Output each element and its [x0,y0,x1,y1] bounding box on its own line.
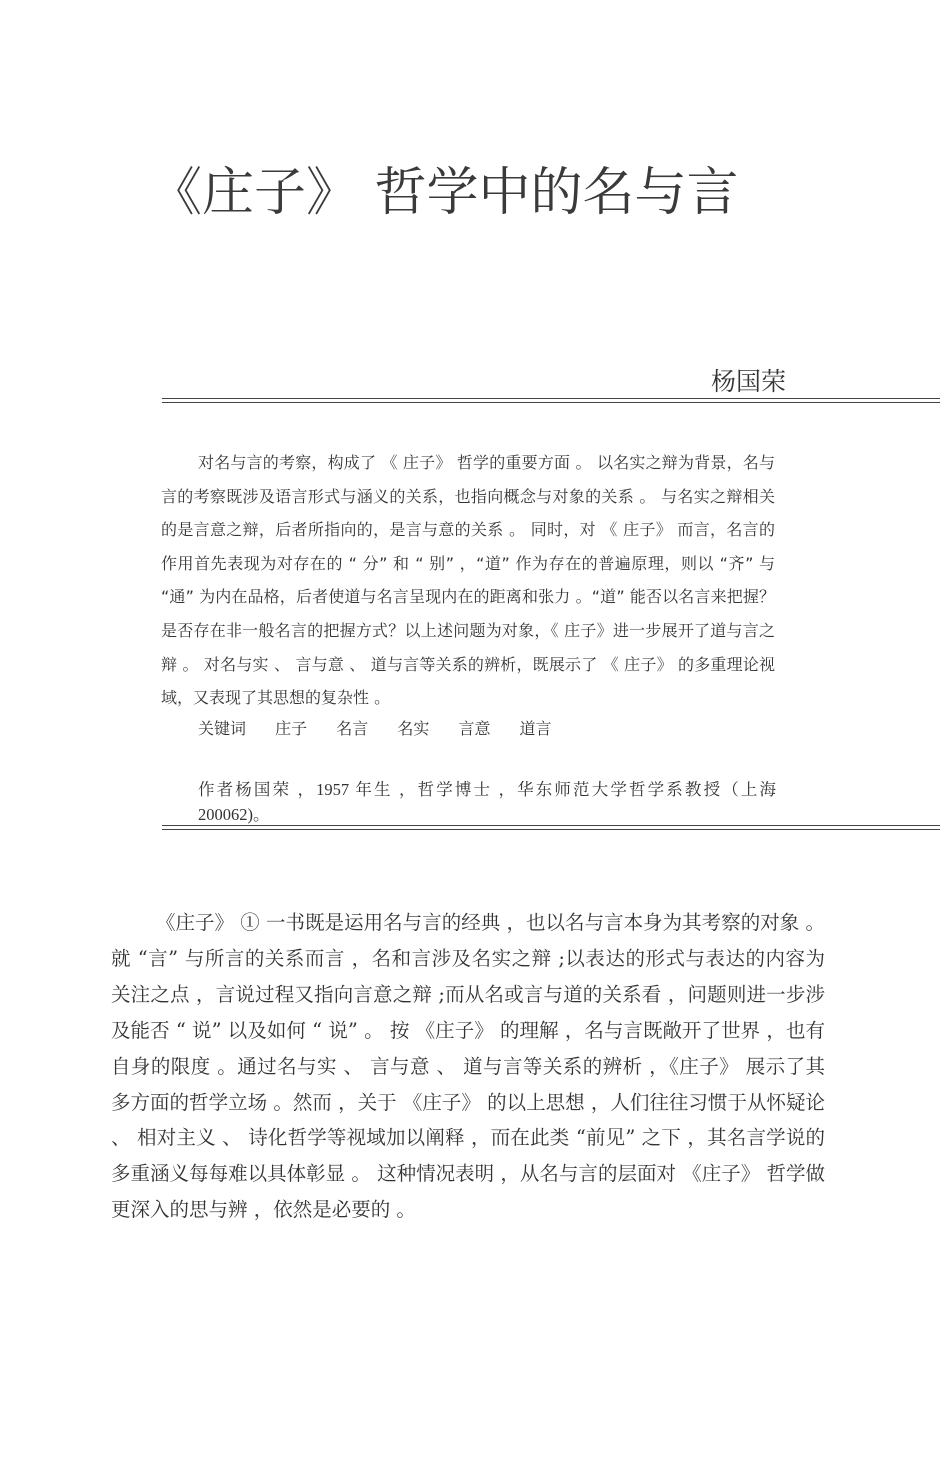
keywords [198,712,576,745]
divider-bottom [162,825,940,830]
author-name: 杨国荣 [710,367,786,396]
article-title: 《庄子》 哲学中的名与言 [150,163,739,223]
author-note: 作者杨国荣 ，1957 年生 ，哲学博士 ，华东师范大学哲学系教授（上海 200062)。 [198,780,776,824]
abstract: 对名与言的考察，构成了 《 庄子》 哲学的重要方面 。 以名实之辩为背景，名与言的考察既涉及语言形式与涵义的关系，也指向概念与对象的关系 。 与名实之辩相关的是言意之辩，后者所指向的，是言与意的关系 。 同时，对 《 庄子》 而言，名言的作用首先表现为对存在的 “ 分” 和 “ 别” ，“道” 作为存在的普遍原理，则以 “齐” 与 “通” 为内在品格，后者使道与名言呈现内在的距离和张力 。“道” 能否以名言来把握？是否存在非一般名言的把握方式？以上述问题为对象，《 庄子》进一步展开了道与言之辩 。 对名与实 、 言与意 、 道与言等关系的辨析，既展示了 《 庄子》 的多重理论视域，又表现了其思想的复杂性 。 [161,453,775,708]
keyword: 名实 [397,719,430,738]
keyword: 道言 [519,719,552,738]
body-paragraph: 《庄子》 ① 一书既是运用名与言的经典 ，也以名与言本身为其考察的对象 。 就 “言” 与所言的关系而言 ，名和言涉及名实之辩 ;以表达的形式与表达的内容为关注之点 ，言说过程又指向言意之辩 ;而从名或言与道的关系看 ，问题则进一步涉及能否 “ 说” 以及如何 “ 说” 。 按 《庄子》 的理解 ，名与言既敞开了世界 ，也有自身的限度 。通过名与实 、 言与意 、 道与言等关系的辨析 ，《庄子》 展示了其多方面的哲学立场 。然而 ，关于 《庄子》 的以上思想 ，人们往往习惯于从怀疑论 、 相对主义 、 诗化哲学等视域加以阐释 ，而在此类 “前见” 之下 ，其名言学说的多重涵义每每难以具体彰显 。 这种情况表明 ，从名与言的层面对 《庄子》 哲学做更深入的思与辨 ，依然是必要的 。 [111,911,825,1222]
keyword: 名言 [336,719,369,738]
keyword: 庄子 [275,719,308,738]
keywords-label: 关键词 [198,719,247,738]
divider-top [162,398,940,403]
keyword: 言意 [458,719,491,738]
